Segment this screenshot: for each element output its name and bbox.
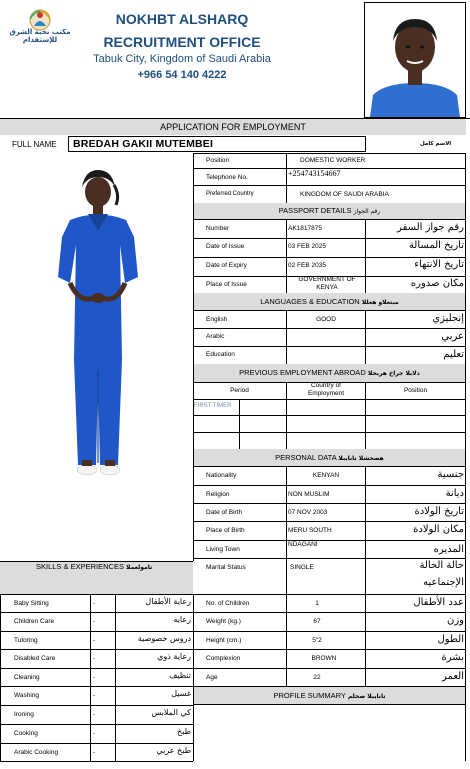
place-of-issue-ar: مكان صدوره <box>410 278 464 289</box>
weight-ar: وزن <box>446 615 464 626</box>
preferred-country-value: KINGDOM OF SAUDI ARABIA <box>300 191 389 198</box>
arabic-label: Arabic <box>206 333 225 340</box>
marital-status-value: SINGLE <box>290 564 314 571</box>
skill-tutoring-value: - <box>92 637 96 644</box>
logo-text: مكتب نخبة الشرق للإستقدام <box>9 28 71 44</box>
living-town-label: Living Town <box>206 546 240 553</box>
full-name-ar: الاسم كامل <box>420 141 452 147</box>
weight-value: 67 <box>313 618 321 625</box>
skill-tutoring-ar: دروس خصوصية <box>137 634 191 643</box>
passport-band-ar: رقم الجواز <box>353 208 381 215</box>
expiry-date-value: 02 FEB 2035 <box>288 262 326 269</box>
preferred-country-label: Preferred Country <box>206 191 254 197</box>
age-value: 22 <box>313 674 321 681</box>
nationality-value: KENYAN <box>312 472 340 479</box>
headshot-photo <box>364 2 466 118</box>
nationality-ar: جنسية <box>437 469 464 480</box>
languages-band <box>194 293 465 310</box>
expiry-date-ar: تاريخ الانتهاء <box>414 259 464 270</box>
form-title: APPLICATION FOR EMPLOYMENT <box>0 119 466 135</box>
english-label: English <box>206 316 228 323</box>
religion-ar: ديانة <box>445 488 464 499</box>
skill-arabic-cooking-value: - <box>92 749 96 756</box>
profile-summary-label: PROFILE SUMMARY <box>273 691 346 700</box>
weight-label: Weight (kg.) <box>206 618 241 625</box>
skill-baby-sitting-value: - <box>92 600 96 607</box>
passport-number-label: Number <box>206 225 230 232</box>
full-name-label: FULL NAME <box>12 140 57 149</box>
position-value: DOMESTIC WORKER <box>300 157 366 164</box>
nationality-label: Nationality <box>206 472 237 479</box>
age-label: Age <box>206 674 218 681</box>
dob-label: Date of Birth <box>206 509 243 516</box>
skill-ironing-value: - <box>92 711 96 718</box>
skill-children-care-value: - <box>92 618 96 625</box>
marital-status-ar2: الإجتماعيه <box>423 577 464 588</box>
dob-value: 07 NOV 2003 <box>288 509 328 516</box>
personal-data-label: PERSONAL DATA <box>275 453 337 462</box>
skill-washing-ar: غسيل <box>171 689 191 698</box>
religion-value: NON MUSLIM <box>288 491 330 498</box>
col-period: Period <box>230 387 249 394</box>
skill-disabled-care-value: - <box>92 655 96 662</box>
skill-ironing: Ironing <box>14 711 34 718</box>
skill-ironing-ar: كي الملابس <box>151 708 191 717</box>
previous-employment-band <box>194 364 465 382</box>
skill-arabic-cooking: Arabic Cooking <box>14 749 59 756</box>
first-timer: FIRST TIMER <box>194 403 232 409</box>
skill-cooking-ar: طبخ <box>177 727 191 736</box>
languages-band-label: LANGUAGES & EDUCATION <box>260 297 360 306</box>
passport-number-value: AK1817875 <box>288 225 322 232</box>
languages-band-ar: مبتعلاو هغللا <box>361 299 399 306</box>
place-of-issue-label: Place of Issue <box>206 281 247 288</box>
issue-date-ar: تاريخ المسالة <box>408 240 464 251</box>
height-value: 5"2 <box>312 637 322 644</box>
skill-cooking: Cooking <box>14 730 38 737</box>
children-count-value: 1 <box>315 600 319 607</box>
skill-arabic-cooking-ar: طبخ عربي <box>156 746 191 755</box>
skill-cleaning-ar: تنظيف <box>169 671 191 680</box>
marital-status-ar1: حالة الحالة <box>419 560 464 571</box>
skill-washing-value: - <box>92 692 96 699</box>
company-name-line2: RECRUITMENT OFFICE <box>103 34 261 50</box>
english-value: GOOD <box>316 316 336 323</box>
expiry-date-label: Date of Expiry <box>206 262 247 269</box>
place-of-issue-value: GOVERNMENT OF KENYA <box>298 276 356 291</box>
personal-data-band <box>194 449 465 466</box>
arabic-ar: عربي <box>441 331 464 342</box>
complexion-label: Complexion <box>206 655 241 662</box>
position-label: Position <box>206 157 230 164</box>
children-count-ar: عدد الأطفال <box>413 597 464 608</box>
birthplace-ar: مكان الولادة <box>413 524 464 535</box>
skill-children-care-ar: رعايه <box>173 615 191 624</box>
telephone-label: Telephone No. <box>206 174 248 181</box>
skill-cleaning-value: - <box>92 674 96 681</box>
profile-summary-ar: تانايبلا صخلم <box>347 693 386 700</box>
complexion-ar: بشرة <box>441 652 464 663</box>
skill-cleaning: Cleaning <box>14 674 40 681</box>
english-ar: إنجليزي <box>432 313 464 324</box>
company-name-line1: NOKHBT ALSHARQ <box>115 11 249 27</box>
height-ar: الطول <box>437 634 464 645</box>
personal-data-ar: هصخشلا تانايبلا <box>338 455 384 462</box>
issue-date-value: 03 FEB 2025 <box>288 243 326 250</box>
skill-washing: Washing <box>14 692 40 699</box>
children-count-label: No. of Children <box>206 600 250 607</box>
full-name-value: BREDAH GAKII MUTEMBEI <box>73 138 214 150</box>
skill-disabled-care: Disabled Care <box>14 655 56 662</box>
passport-band-label: PASSPORT DETAILS <box>278 206 352 215</box>
skill-children-care: Children Care <box>14 618 55 625</box>
full-body-photo <box>30 165 165 490</box>
skill-baby-sitting-ar: رعاية الأطفال <box>145 597 191 606</box>
telephone-value: +254743154667 <box>288 169 341 178</box>
education-label: Education <box>206 351 235 358</box>
passport-band <box>194 203 465 219</box>
profile-summary-band <box>194 687 465 704</box>
skills-band <box>0 562 193 594</box>
skills-band-ar: تامولعملا <box>126 564 153 571</box>
age-ar: العمر <box>442 671 464 682</box>
complexion-value: BROWN <box>311 655 337 662</box>
previous-employment-ar: دلابلا جراخ هربخلا <box>367 370 420 377</box>
marital-status-label: Marital Status <box>206 564 246 571</box>
passport-number-ar: رقم جواز السفر <box>397 222 464 233</box>
skill-baby-sitting: Baby Sitting <box>14 600 49 607</box>
skill-disabled-care-ar: رعاية ذوي <box>157 652 191 661</box>
issue-date-label: Date of Issue <box>206 243 245 250</box>
dob-ar: تاريخ الولادة <box>414 506 464 517</box>
height-label: Height (cm.) <box>206 637 242 644</box>
company-location: Tabuk City, Kingdom of Saudi Arabia <box>93 53 271 65</box>
religion-label: Religion <box>206 491 230 498</box>
company-phone: +966 54 140 4222 <box>137 69 227 81</box>
birthplace-label: Place of Birth <box>206 527 245 534</box>
previous-employment-label: PREVIOUS EMPLOYMENT ABROAD <box>239 368 366 377</box>
living-town-value: NDAGANI <box>288 541 318 548</box>
skill-cooking-value: - <box>92 730 96 737</box>
skills-band-label: SKILLS & EXPERIENCES <box>36 562 124 571</box>
col-country: Country of Employment <box>307 382 345 397</box>
full-name-box <box>68 136 366 152</box>
col-position: Position <box>403 387 428 394</box>
birthplace-value: MERU SOUTH <box>288 527 332 534</box>
skill-tutoring: Tutoring <box>14 637 38 644</box>
education-ar: تعليم <box>443 349 464 360</box>
living-town-ar: المديره <box>433 544 464 555</box>
